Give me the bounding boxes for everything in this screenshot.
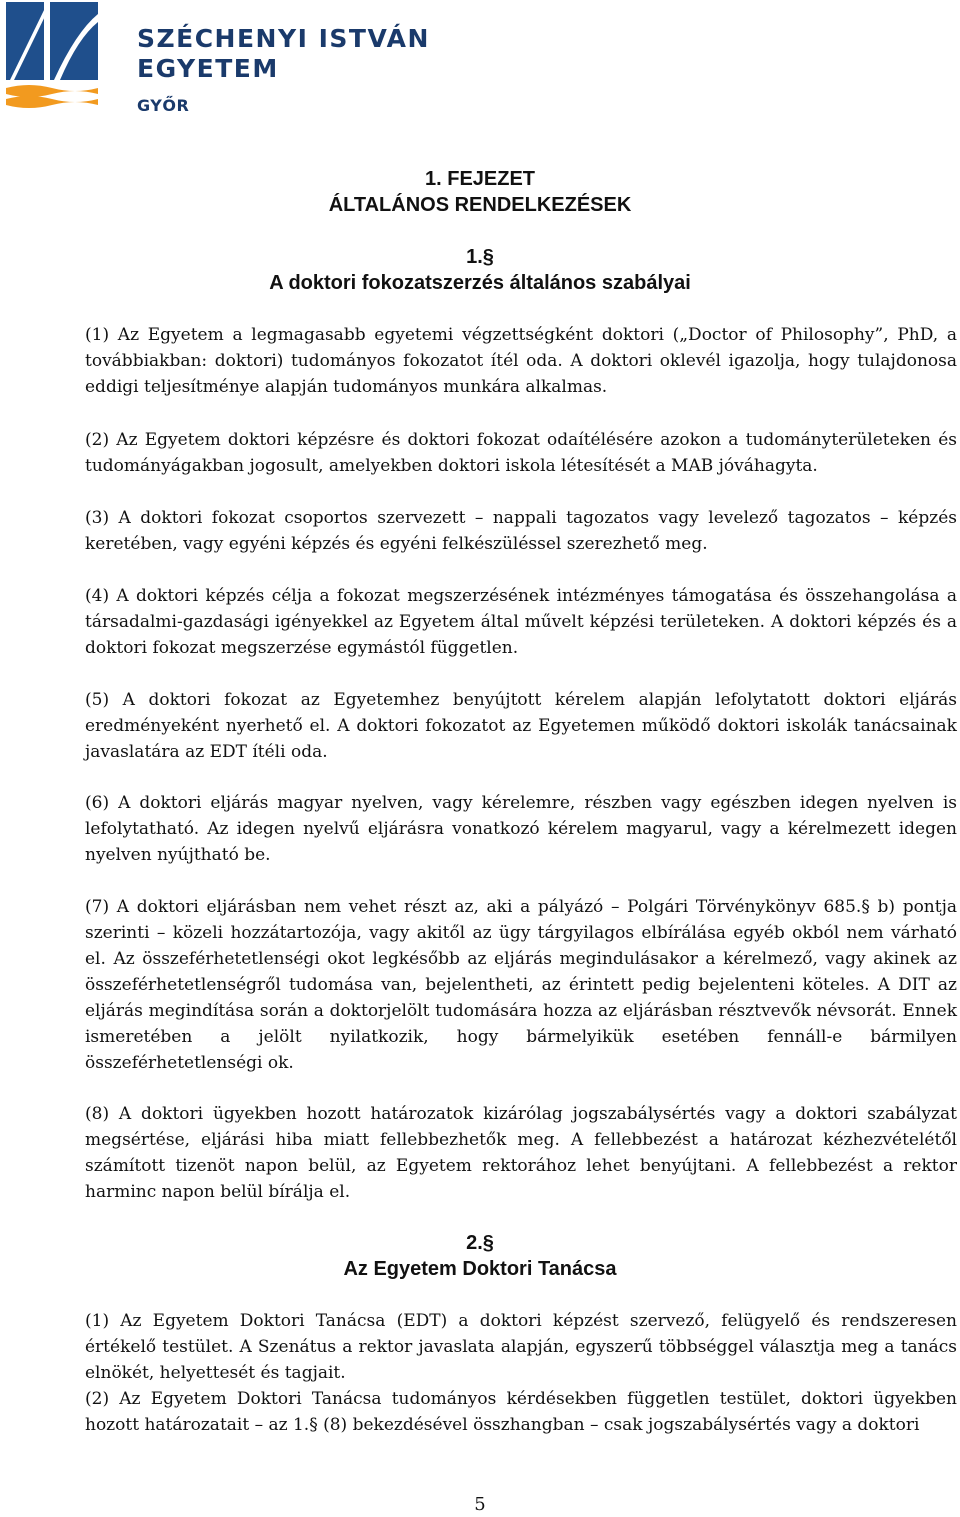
section-2-number: 2.§	[466, 1232, 494, 1254]
paragraph: (5) A doktori fokozat az Egyetemhez benyújtott kérelem alapján lefolytatott doktori eljárás eredményeként nyerhető el. A doktori fokozatot az Egyetemen működő doktori iskolák tanácsainak javaslatára az EDT ítéli oda.	[85, 690, 957, 762]
logo-name-line1: SZÉCHENYI ISTVÁN	[137, 24, 430, 53]
logo-city: GYŐR	[137, 96, 190, 115]
paragraph: (2) Az Egyetem doktori képzésre és doktori fokozat odaítélésére azokon a tudományterületeken és tudományágakban jogosult, amelyekben doktori iskola létesítését a MAB jóváhagyta.	[85, 430, 957, 476]
university-logo	[6, 2, 430, 115]
university-emblem-icon	[6, 2, 98, 112]
section-1-title: A doktori fokozatszerzés általános szabályai	[269, 272, 691, 294]
logo-name-line2: EGYETEM	[137, 54, 279, 83]
section-2-heading	[0, 1230, 960, 1282]
paragraph: (6) A doktori eljárás magyar nyelven, vagy kérelemre, részben vagy egészben idegen nyelven is lefolytatható. Az idegen nyelvű eljárásra vonatkozó kérelem magyarul, vagy a kérelmezett idegen nyelven nyújtható be.	[85, 793, 957, 865]
paragraph: (4) A doktori képzés célja a fokozat megszerzésének intézményes támogatása és összehangolása a társadalmi-gazdasági igényekkel az Egyetem által művelt képzési területeken. A doktori képzés és a doktori fokozat megszerzése egymástól független.	[85, 586, 957, 658]
paragraph: (1) Az Egyetem a legmagasabb egyetemi végzettségként doktori („Doctor of Philosophy”, PhD, a továbbiakban: doktori) tudományos fokozatot ítél oda. A doktori oklevél igazolja, hogy tulajdonosa eddigi teljesítménye alapján tudományos munkára alkalmas.	[85, 325, 957, 397]
paragraph: (1) Az Egyetem Doktori Tanácsa (EDT) a doktori képzést szervező, felügyelő és rendszeresen értékelő testület. A Szenátus a rektor javaslata alapján, egyszerű többséggel választja meg a tanács elnökét, helyettesét és tagjait.	[85, 1311, 957, 1383]
chapter-title: ÁLTALÁNOS RENDELKEZÉSEK	[328, 194, 632, 216]
section-1-heading	[0, 244, 960, 296]
paragraph: (2) Az Egyetem Doktori Tanácsa tudományos kérdésekben független testület, doktori ügyekben hozott határozatait – az 1.§ (8) bekezdésével összhangban – csak jogszabálysértés vagy a doktori	[85, 1389, 957, 1435]
section-2-title: Az Egyetem Doktori Tanácsa	[343, 1258, 617, 1280]
chapter-number: 1. FEJEZET	[424, 168, 536, 190]
page-number: 5	[474, 1494, 486, 1515]
logo-wordmark	[137, 24, 430, 115]
paragraph: (8) A doktori ügyekben hozott határozatok kizárólag jogszabálysértés vagy a doktori szabályzat megsértése, eljárási hiba miatt fellebbezhetők meg. A fellebbezést a határozat kézhezvételétől számított tizenöt napon belül, az Egyetem rektorához lehet benyújtani. A fellebbezést a rektor harminc napon belül bírálja el.	[85, 1104, 957, 1202]
paragraph: (3) A doktori fokozat csoportos szervezett – nappali tagozatos vagy levelező tagozatos – képzés keretében, vagy egyéni képzés és egyéni felkészüléssel szerezhető meg.	[85, 508, 957, 554]
chapter-heading	[0, 166, 960, 218]
paragraph: (7) A doktori eljárásban nem vehet részt az, aki a pályázó – Polgári Törvénykönyv 685.§ b) pontja szerinti – közeli hozzátartozója, vagy akitől az ügy tárgyilagos elbírálása egyéb okból nem várható el. Az összeférhetetlenségi okot legkésőbb az eljárás megindulásakor a kérelmező, vagy akinek az összeférhetetlenségről tudomása van, bejelentheti, az érintett pedig bejelenteni köteles. A DIT az eljárás megindítása során a doktorjelölt tudomására hozza az eljárásban résztvevők névsorát. Ennek ismeretében a jelölt nyilatkozik, hogy bármelyikük esetében fennáll-e bármilyen összeférhetetlenségi ok.	[85, 897, 957, 1073]
section-1-number: 1.§	[466, 246, 494, 268]
